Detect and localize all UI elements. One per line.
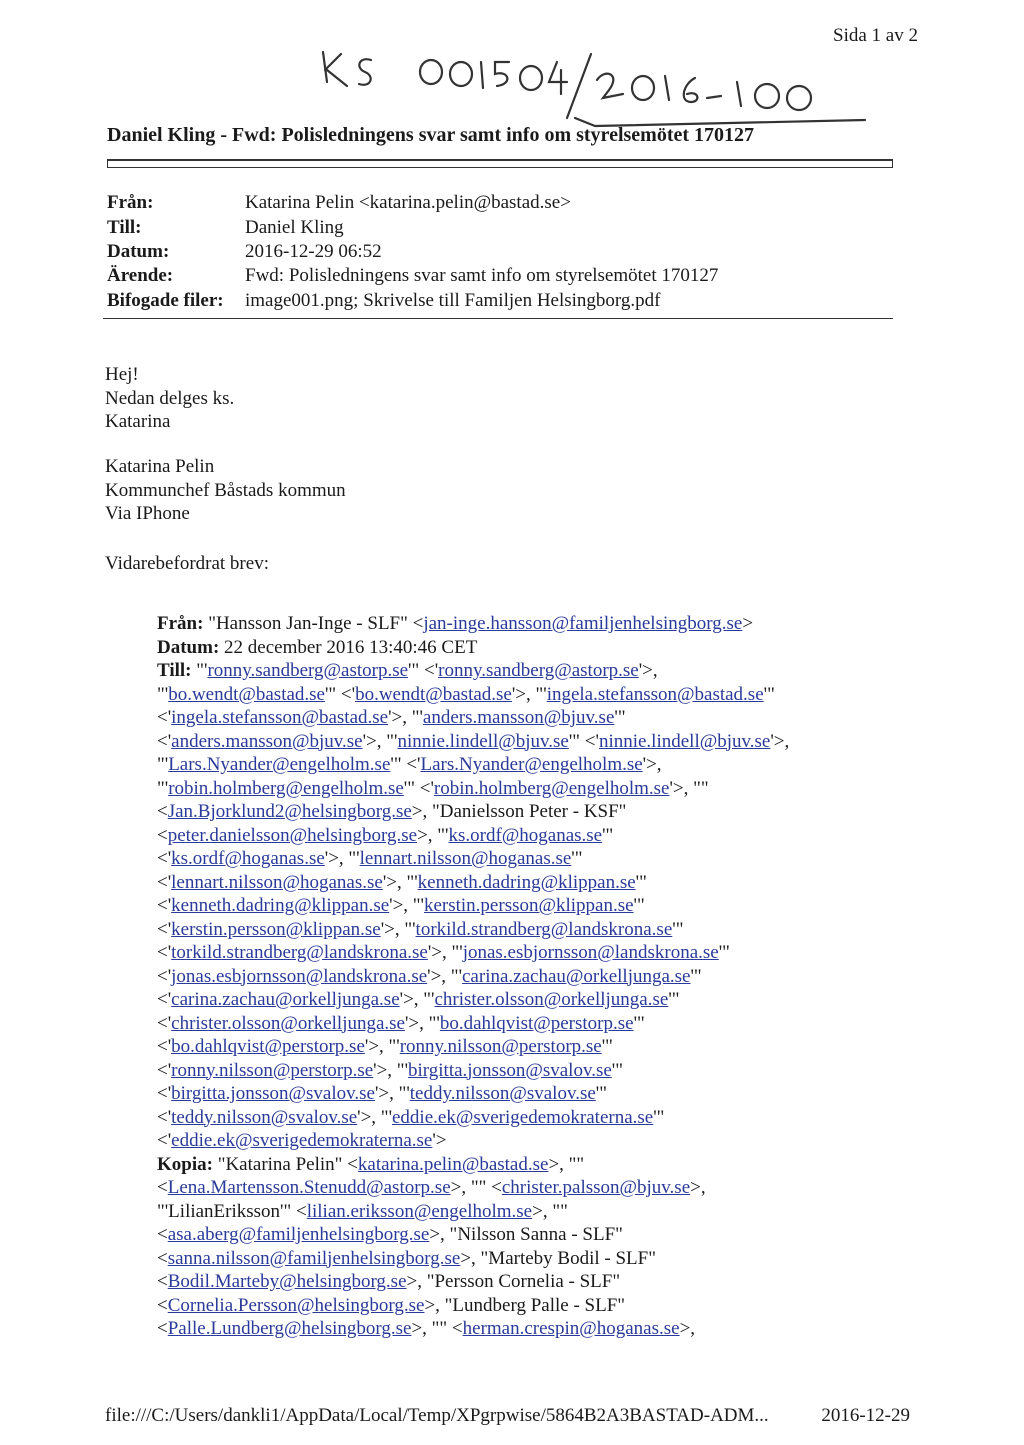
fwd-from-line: Från: "Hansson Jan-Inge - SLF" <jan-inge.hansson@familjenhelsingborg.se> — [157, 613, 754, 634]
recipient-line: <'kerstin.persson@klippan.se'>, "'torkild.strandberg@landskrona.se'" — [157, 918, 684, 940]
email-link[interactable]: ronny.nilsson@perstorp.se — [171, 1059, 374, 1081]
recipient-line: "'bo.wendt@bastad.se'" <'bo.wendt@bastad.se'>, "'ingela.stefansson@bastad.se'" — [157, 683, 775, 705]
recipient-line: <'birgitta.jonsson@svalov.se'>, "'teddy.nilsson@svalov.se'" — [157, 1083, 607, 1104]
recipient-line: <Cornelia.Persson@helsingborg.se>, "Lundberg Palle - SLF" — [157, 1294, 626, 1316]
fwd-date-label: Datum: — [157, 636, 220, 658]
email-link[interactable]: robin.holmberg@engelholm.se — [433, 777, 670, 799]
recipient-line: <'torkild.strandberg@landskrona.se'>, "'jonas.esbjornsson@landskrona.se'" — [157, 942, 730, 963]
header-value-date: 2016-12-29 06:52 — [245, 241, 382, 262]
email-link[interactable]: eddie.ek@sverigedemokraterna.se — [171, 1130, 433, 1151]
email-link[interactable]: teddy.nilsson@svalov.se — [409, 1083, 596, 1104]
email-link[interactable]: Lars.Nyander@engelholm.se — [168, 754, 391, 775]
recipient-line: <'jonas.esbjornsson@landskrona.se'>, "'carina.zachau@orkelljunga.se'" — [157, 965, 702, 987]
email-link[interactable]: ronny.sandberg@astorp.se — [438, 660, 639, 681]
email-link[interactable]: teddy.nilsson@svalov.se — [171, 1106, 358, 1128]
email-subject-line: Daniel Kling - Fwd: Polisledningens svar samt info om styrelsemötet 170127 — [107, 124, 755, 146]
recipient-line: "'Lars.Nyander@engelholm.se'" <'Lars.Nyander@engelholm.se'>, — [157, 754, 662, 775]
email-link[interactable]: Lars.Nyander@engelholm.se — [420, 754, 643, 775]
email-link[interactable]: ks.ordf@hoganas.se — [171, 848, 325, 869]
email-link[interactable]: asa.aberg@familjenhelsingborg.se — [167, 1224, 430, 1245]
email-link[interactable]: bo.dahlqvist@perstorp.se — [439, 1012, 634, 1034]
header-value-to: Daniel Kling — [245, 217, 344, 238]
email-link[interactable]: Cornelia.Persson@helsingborg.se — [167, 1294, 425, 1316]
header-label-subject: Ärende: — [107, 265, 174, 286]
header-value-from: Katarina Pelin <katarina.pelin@bastad.se> — [245, 192, 571, 213]
email-link[interactable]: robin.holmberg@engelholm.se — [168, 777, 404, 799]
recipient-line: <'teddy.nilsson@svalov.se'>, "'eddie.ek@sverigedemokraterna.se'" — [157, 1106, 665, 1128]
email-link[interactable]: torkild.strandberg@landskrona.se — [171, 942, 428, 963]
recipient-line: <'bo.dahlqvist@perstorp.se'>, "'ronny.nilsson@perstorp.se'" — [157, 1036, 613, 1057]
recipient-line: <'anders.mansson@bjuv.se'>, "'ninnie.lindell@bjuv.se'" <'ninnie.lindell@bjuv.se'>, — [157, 730, 790, 752]
email-link[interactable]: lennart.nilsson@hoganas.se — [359, 848, 572, 869]
email-link[interactable]: katarina.pelin@bastad.se — [357, 1153, 549, 1175]
email-link[interactable]: christer.palsson@bjuv.se — [501, 1177, 691, 1198]
email-link[interactable]: ingela.stefansson@bastad.se — [546, 683, 764, 705]
page-number: Sida 1 av 2 — [833, 25, 918, 46]
email-link[interactable]: kenneth.dadring@klippan.se — [171, 895, 390, 916]
forwarded-headers — [157, 612, 897, 1341]
email-link[interactable]: ronny.sandberg@astorp.se — [207, 660, 409, 681]
recipient-line: <'ingela.stefansson@bastad.se'>, "'anders.mansson@bjuv.se'" — [157, 707, 626, 728]
recipient-line: <'carina.zachau@orkelljunga.se'>, "'christer.olsson@orkelljunga.se'" — [157, 989, 680, 1010]
header-label-from: Från: — [107, 192, 154, 213]
recipient-line: <'kenneth.dadring@klippan.se'>, "'kerstin.persson@klippan.se'" — [157, 895, 645, 916]
email-link[interactable]: Palle.Lundberg@helsingborg.se — [167, 1318, 412, 1339]
fwd-from-name: "Hansson Jan-Inge - SLF" < — [203, 613, 424, 634]
header-label-to: Till: — [107, 217, 142, 238]
email-link[interactable]: herman.crespin@hoganas.se — [462, 1318, 680, 1339]
header-value-subject: Fwd: Polisledningens svar samt info om styrelsemötet 170127 — [245, 265, 719, 286]
recipient-line: "'LilianEriksson'" <lilian.eriksson@engelholm.se>, "" — [157, 1200, 568, 1222]
print-footer — [105, 1405, 910, 1427]
header-label-attachments: Bifogade filer: — [107, 290, 224, 311]
email-greeting: Hej! Nedan delges ks. Katarina — [105, 364, 235, 432]
header-value-attachments: image001.png; Skrivelse till Familjen Helsingborg.pdf — [245, 290, 661, 311]
recipient-line: <peter.danielsson@helsingborg.se>, "'ks.ordf@hoganas.se'" — [157, 824, 614, 846]
fwd-from-email-link[interactable]: jan-inge.hansson@familjenhelsingborg.se — [423, 613, 743, 634]
footer-file-path: file:///C:/Users/dankli1/AppData/Local/Temp/XPgrpwise/5864B2A3BASTAD-ADM... — [105, 1405, 769, 1426]
email-link[interactable]: Lena.Martensson.Stenudd@astorp.se — [167, 1177, 451, 1198]
recipient-line: "'robin.holmberg@engelholm.se'" <'robin.holmberg@engelholm.se'>, "" — [157, 777, 709, 799]
email-link[interactable]: kerstin.persson@klippan.se — [171, 918, 381, 940]
body-divider — [103, 318, 893, 319]
email-link[interactable]: jonas.esbjornsson@landskrona.se — [171, 965, 428, 987]
header-label-date: Datum: — [107, 241, 170, 262]
fwd-date-value: 22 december 2016 13:40:46 CET — [219, 636, 478, 658]
email-link[interactable]: Bodil.Marteby@helsingborg.se — [167, 1271, 407, 1292]
email-link[interactable]: sanna.nilsson@familjenhelsingborg.se — [167, 1247, 461, 1269]
email-link[interactable]: birgitta.jonsson@svalov.se — [171, 1083, 375, 1104]
fwd-copy-line: Kopia: "Katarina Pelin" <katarina.pelin@bastad.se>, "" — [157, 1153, 585, 1175]
fwd-copy-label: Kopia: — [157, 1153, 213, 1175]
email-link[interactable]: ronny.nilsson@perstorp.se — [399, 1036, 602, 1057]
email-link[interactable]: birgitta.jonsson@svalov.se — [408, 1059, 612, 1081]
recipient-line: <'eddie.ek@sverigedemokraterna.se'> — [157, 1130, 447, 1151]
email-link[interactable]: christer.olsson@orkelljunga.se — [171, 1012, 405, 1034]
recipient-line: <asa.aberg@familjenhelsingborg.se>, "Nilsson Sanna - SLF" — [157, 1224, 623, 1245]
email-link[interactable]: Jan.Bjorklund2@helsingborg.se — [167, 801, 412, 822]
email-link[interactable]: ingela.stefansson@bastad.se — [171, 707, 389, 728]
fwd-date-line — [157, 636, 897, 660]
email-link[interactable]: bo.dahlqvist@perstorp.se — [171, 1036, 365, 1057]
email-link[interactable]: kenneth.dadring@klippan.se — [417, 871, 636, 893]
recipient-line: <'ks.ordf@hoganas.se'>, "'lennart.nilsson@hoganas.se'" — [157, 848, 583, 869]
recipient-line: <Bodil.Marteby@helsingborg.se>, "Persson Cornelia - SLF" — [157, 1271, 621, 1292]
fwd-to-line: Till: "'ronny.sandberg@astorp.se'" <'ronny.sandberg@astorp.se'>, — [157, 660, 658, 681]
email-link[interactable]: bo.wendt@bastad.se — [355, 683, 512, 705]
email-link[interactable]: ks.ordf@hoganas.se — [448, 824, 603, 846]
forwarded-heading: Vidarebefordrat brev: — [105, 553, 269, 574]
email-link[interactable]: carina.zachau@orkelljunga.se — [171, 989, 400, 1010]
header-divider — [107, 159, 893, 168]
email-link[interactable]: christer.olsson@orkelljunga.se — [434, 989, 669, 1010]
recipient-line: <'lennart.nilsson@hoganas.se'>, "'kenneth.dadring@klippan.se'" — [157, 871, 647, 893]
recipient-line: <Lena.Martensson.Stenudd@astorp.se>, "" <christer.palsson@bjuv.se>, — [157, 1177, 706, 1198]
recipient-line: <'christer.olsson@orkelljunga.se'>, "'bo.dahlqvist@perstorp.se'" — [157, 1012, 645, 1034]
email-link[interactable]: lilian.eriksson@engelholm.se — [306, 1200, 533, 1222]
email-link[interactable]: peter.danielsson@helsingborg.se — [167, 824, 418, 846]
recipient-line: <Palle.Lundberg@helsingborg.se>, "" <herman.crespin@hoganas.se>, — [157, 1318, 696, 1339]
recipient-line: <sanna.nilsson@familjenhelsingborg.se>, "Marteby Bodil - SLF" — [157, 1247, 656, 1269]
email-link[interactable]: eddie.ek@sverigedemokraterna.se — [392, 1106, 654, 1128]
email-link[interactable]: torkild.strandberg@landskrona.se — [415, 918, 673, 940]
fwd-from-label: Från: — [157, 613, 204, 634]
email-link[interactable]: ninnie.lindell@bjuv.se — [598, 730, 771, 752]
footer-print-date: 2016-12-29 — [821, 1405, 910, 1426]
email-link[interactable]: anders.mansson@bjuv.se — [422, 707, 615, 728]
email-link[interactable]: kerstin.persson@klippan.se — [423, 895, 634, 916]
email-link[interactable]: jonas.esbjornsson@landskrona.se — [462, 942, 719, 963]
fwd-to-label: Till: — [157, 660, 192, 681]
email-link[interactable]: carina.zachau@orkelljunga.se — [462, 965, 691, 987]
email-link[interactable]: anders.mansson@bjuv.se — [171, 730, 363, 752]
recipient-line: <'ronny.nilsson@perstorp.se'>, "'birgitta.jonsson@svalov.se'" — [157, 1059, 623, 1081]
email-link[interactable]: bo.wendt@bastad.se — [168, 683, 325, 705]
recipient-line: <Jan.Bjorklund2@helsingborg.se>, "Danielsson Peter - KSF" — [157, 801, 627, 822]
email-link[interactable]: ninnie.lindell@bjuv.se — [397, 730, 569, 752]
email-link[interactable]: lennart.nilsson@hoganas.se — [171, 871, 383, 893]
email-signature: Katarina Pelin Kommunchef Båstads kommun Via IPhone — [105, 456, 346, 524]
